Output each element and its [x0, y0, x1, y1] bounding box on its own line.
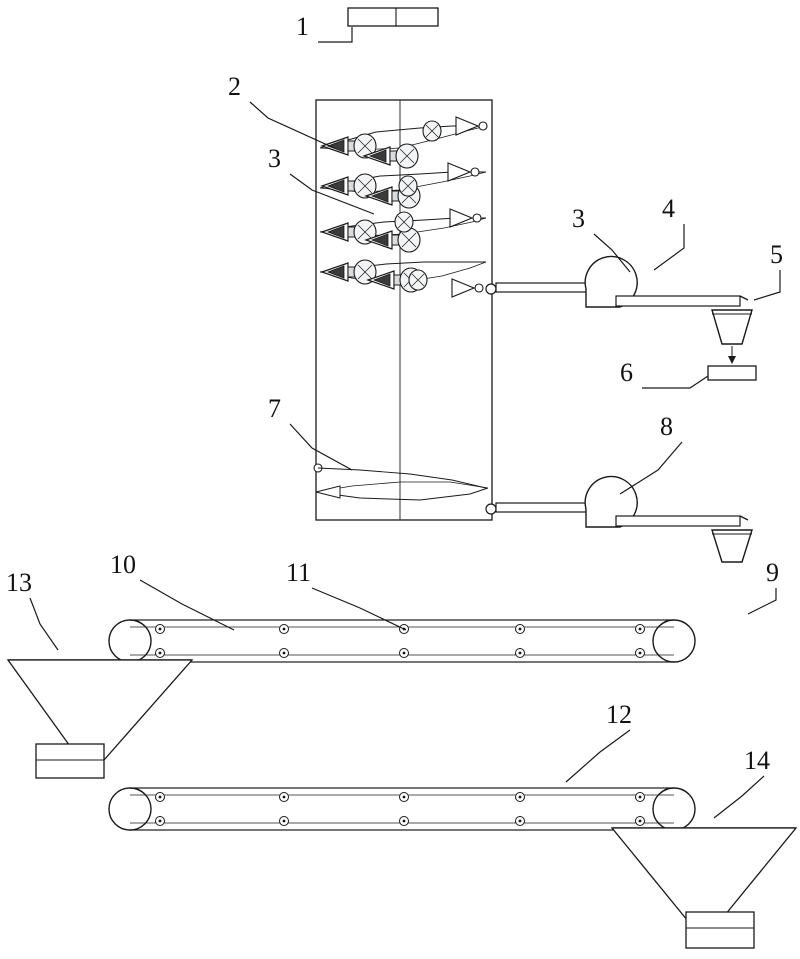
callout-5: 5	[770, 240, 783, 269]
callout-6: 6	[620, 358, 633, 387]
callout-3b: 3	[572, 204, 585, 233]
callout-2: 2	[228, 72, 241, 101]
callout-14: 14	[744, 746, 770, 775]
callout-13: 13	[6, 568, 32, 597]
upper-pipe-and-pump	[486, 224, 780, 388]
lower-conveyor-part-12	[109, 730, 695, 830]
callout-12: 12	[606, 700, 632, 729]
top-plate-part-1	[318, 8, 438, 42]
callout-4: 4	[662, 194, 675, 223]
callout-1: 1	[296, 12, 309, 41]
callout-10: 10	[110, 550, 136, 579]
callout-11: 11	[286, 558, 312, 587]
lower-pipe-and-pump-part-8	[486, 442, 776, 614]
upper-conveyor-part-10	[109, 580, 695, 662]
callout-8: 8	[660, 412, 673, 441]
callout-7: 7	[268, 394, 281, 423]
callout-3a: 3	[268, 144, 281, 173]
callout-9: 9	[766, 558, 779, 587]
